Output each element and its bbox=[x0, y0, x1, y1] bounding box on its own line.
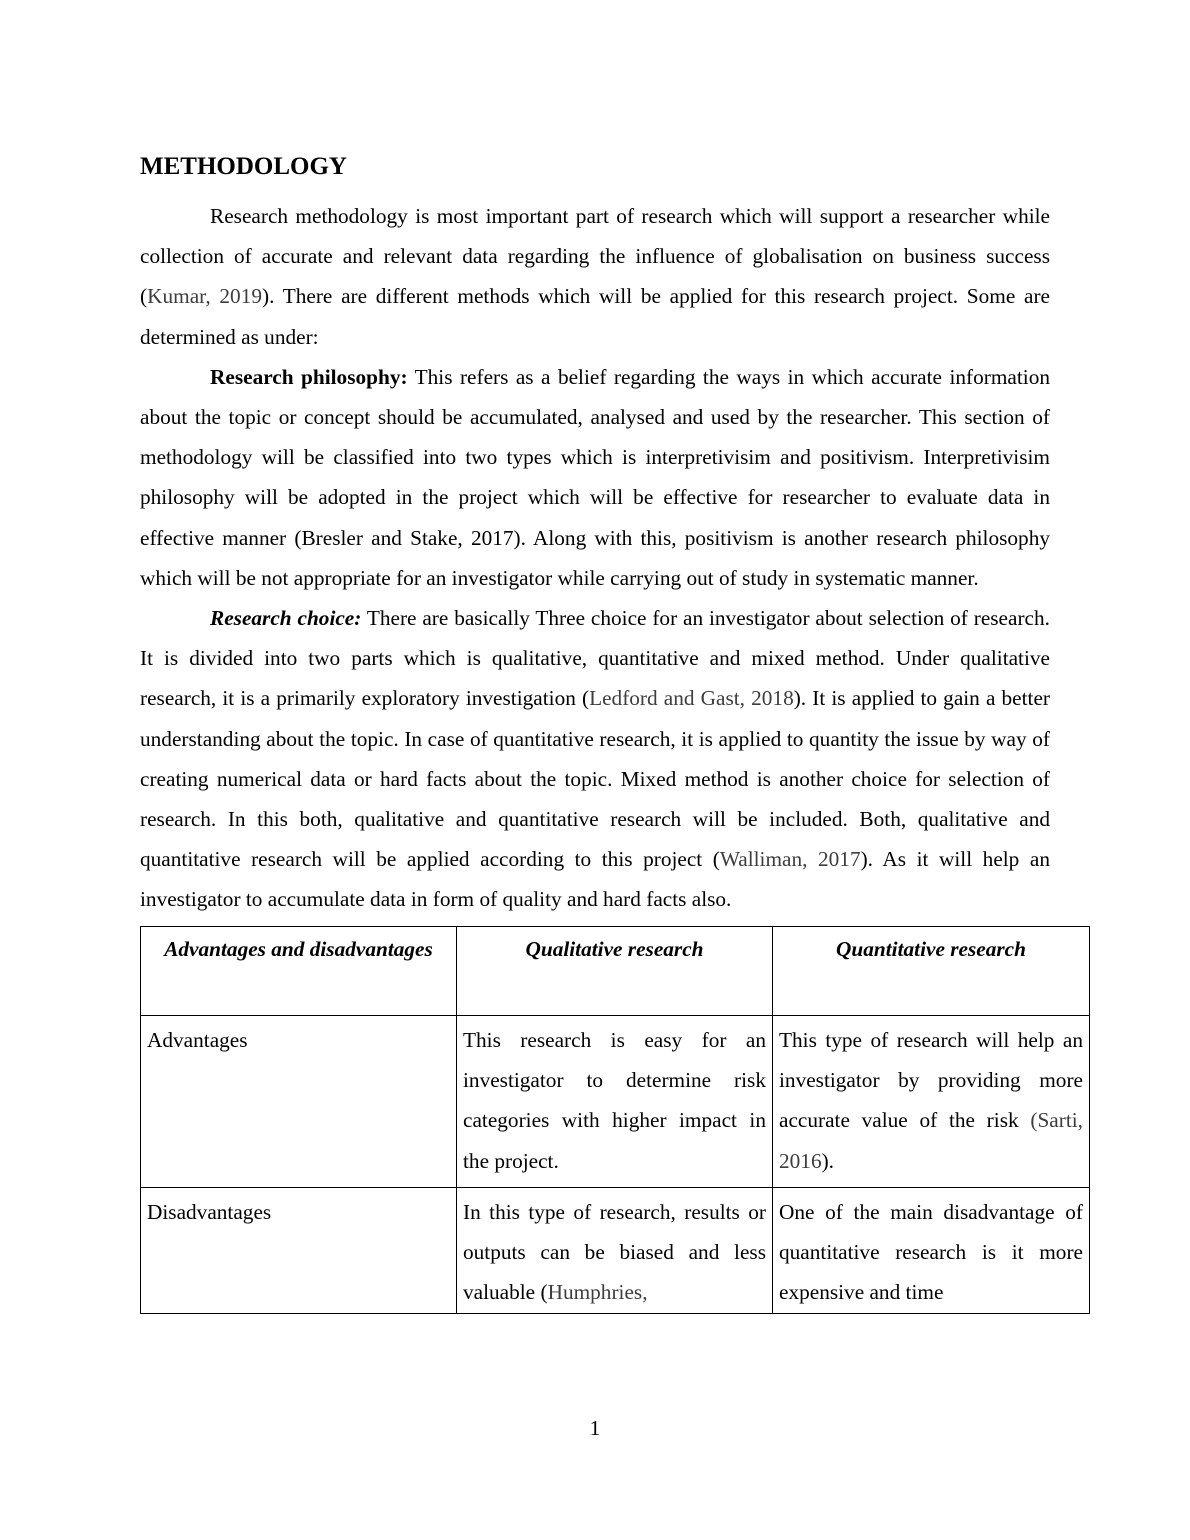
table-header-row bbox=[141, 926, 1090, 1015]
qualitative-disadvantages bbox=[457, 1187, 773, 1313]
choice-text-1: There are basically Three choice for an investigator about selection of research. It is divided into two parts which is qualitative, quantitative and mixed method. Under qualitative research, it is a primarily exploratory investigation ( bbox=[140, 606, 1050, 711]
quant-adv-text: This type of research will help an investigator by providing more accurate value of the risk bbox=[779, 1027, 1083, 1133]
quantitative-disadvantages: One of the main disadvantage of quantitative research is it more expensive and time bbox=[773, 1187, 1090, 1313]
choice-paragraph bbox=[140, 598, 1050, 920]
header-qualitative: Qualitative research bbox=[457, 926, 773, 1015]
citation-kumar: Kumar, 2019 bbox=[147, 284, 262, 309]
comparison-table bbox=[140, 926, 1090, 1314]
page-number: 1 bbox=[589, 1416, 601, 1440]
table-row bbox=[141, 1187, 1090, 1313]
quant-adv-end: ). bbox=[821, 1148, 835, 1173]
intro-text-2: ). There are different methods which will be applied for this research project. Some are determined as under: bbox=[140, 284, 1050, 349]
row-label-advantages: Advantages bbox=[141, 1015, 457, 1187]
citation-walliman: Walliman, 2017 bbox=[719, 847, 861, 872]
header-advantages-disadvantages: Advantages and disadvantages bbox=[141, 926, 457, 1015]
citation-humphries: Humphries, bbox=[547, 1280, 648, 1305]
choice-label: Research choice: bbox=[210, 606, 362, 631]
page-title: METHODOLOGY bbox=[140, 153, 347, 180]
philosophy-paragraph bbox=[140, 357, 1050, 598]
document-page bbox=[140, 150, 1083, 1314]
choice-text-2: ). It is applied to gain a better understanding about the topic. In case of quantitative research, it is applied to quantity the issue by way of creating numerical data or hard facts about the topic. Mixed method is another choice for selection of research. In this both, qualitative and quantitative research will be included. Both, qualitative and quantitative research will be applied according to this project ( bbox=[140, 686, 1050, 872]
choice-text-3: ). As it will help an investigator to accumulate data in form of quality and hard facts also. bbox=[140, 847, 1050, 912]
citation-sarti: (Sarti, 2016 bbox=[779, 1108, 1083, 1173]
philosophy-text: This refers as a belief regarding the ways in which accurate information about the topic or concept should be accumulated, analysed and used by the researcher. This section of methodology will be classified into two types which is interpretivisim and positivism. Interpretivisim philosophy will be adopted in the project which will be effective for researcher to evaluate data in effective manner (Bresler and Stake, 2017). Along with this, positivism is another research philosophy which will be not appropriate for an investigator while carrying out of study in systematic manner. bbox=[140, 364, 1050, 590]
row-label-disadvantages: Disadvantages bbox=[141, 1187, 457, 1313]
philosophy-label: Research philosophy: bbox=[210, 364, 408, 389]
qual-disadv-text: In this type of research, results or outputs can be biased and less valuable ( bbox=[463, 1199, 766, 1305]
intro-paragraph bbox=[140, 196, 1050, 357]
header-quantitative: Quantitative research bbox=[773, 926, 1090, 1015]
citation-ledford: Ledford and Gast, 2018 bbox=[589, 686, 794, 711]
intro-text-1: Research methodology is most important part of research which will support a researcher while collection of accurate and relevant data regarding the influence of globalisation on business success ( bbox=[140, 204, 1050, 309]
table-row bbox=[141, 1015, 1090, 1187]
qualitative-advantages: This research is easy for an investigator to determine risk categories with higher impact in the project. bbox=[457, 1015, 773, 1187]
quantitative-advantages bbox=[773, 1015, 1090, 1187]
